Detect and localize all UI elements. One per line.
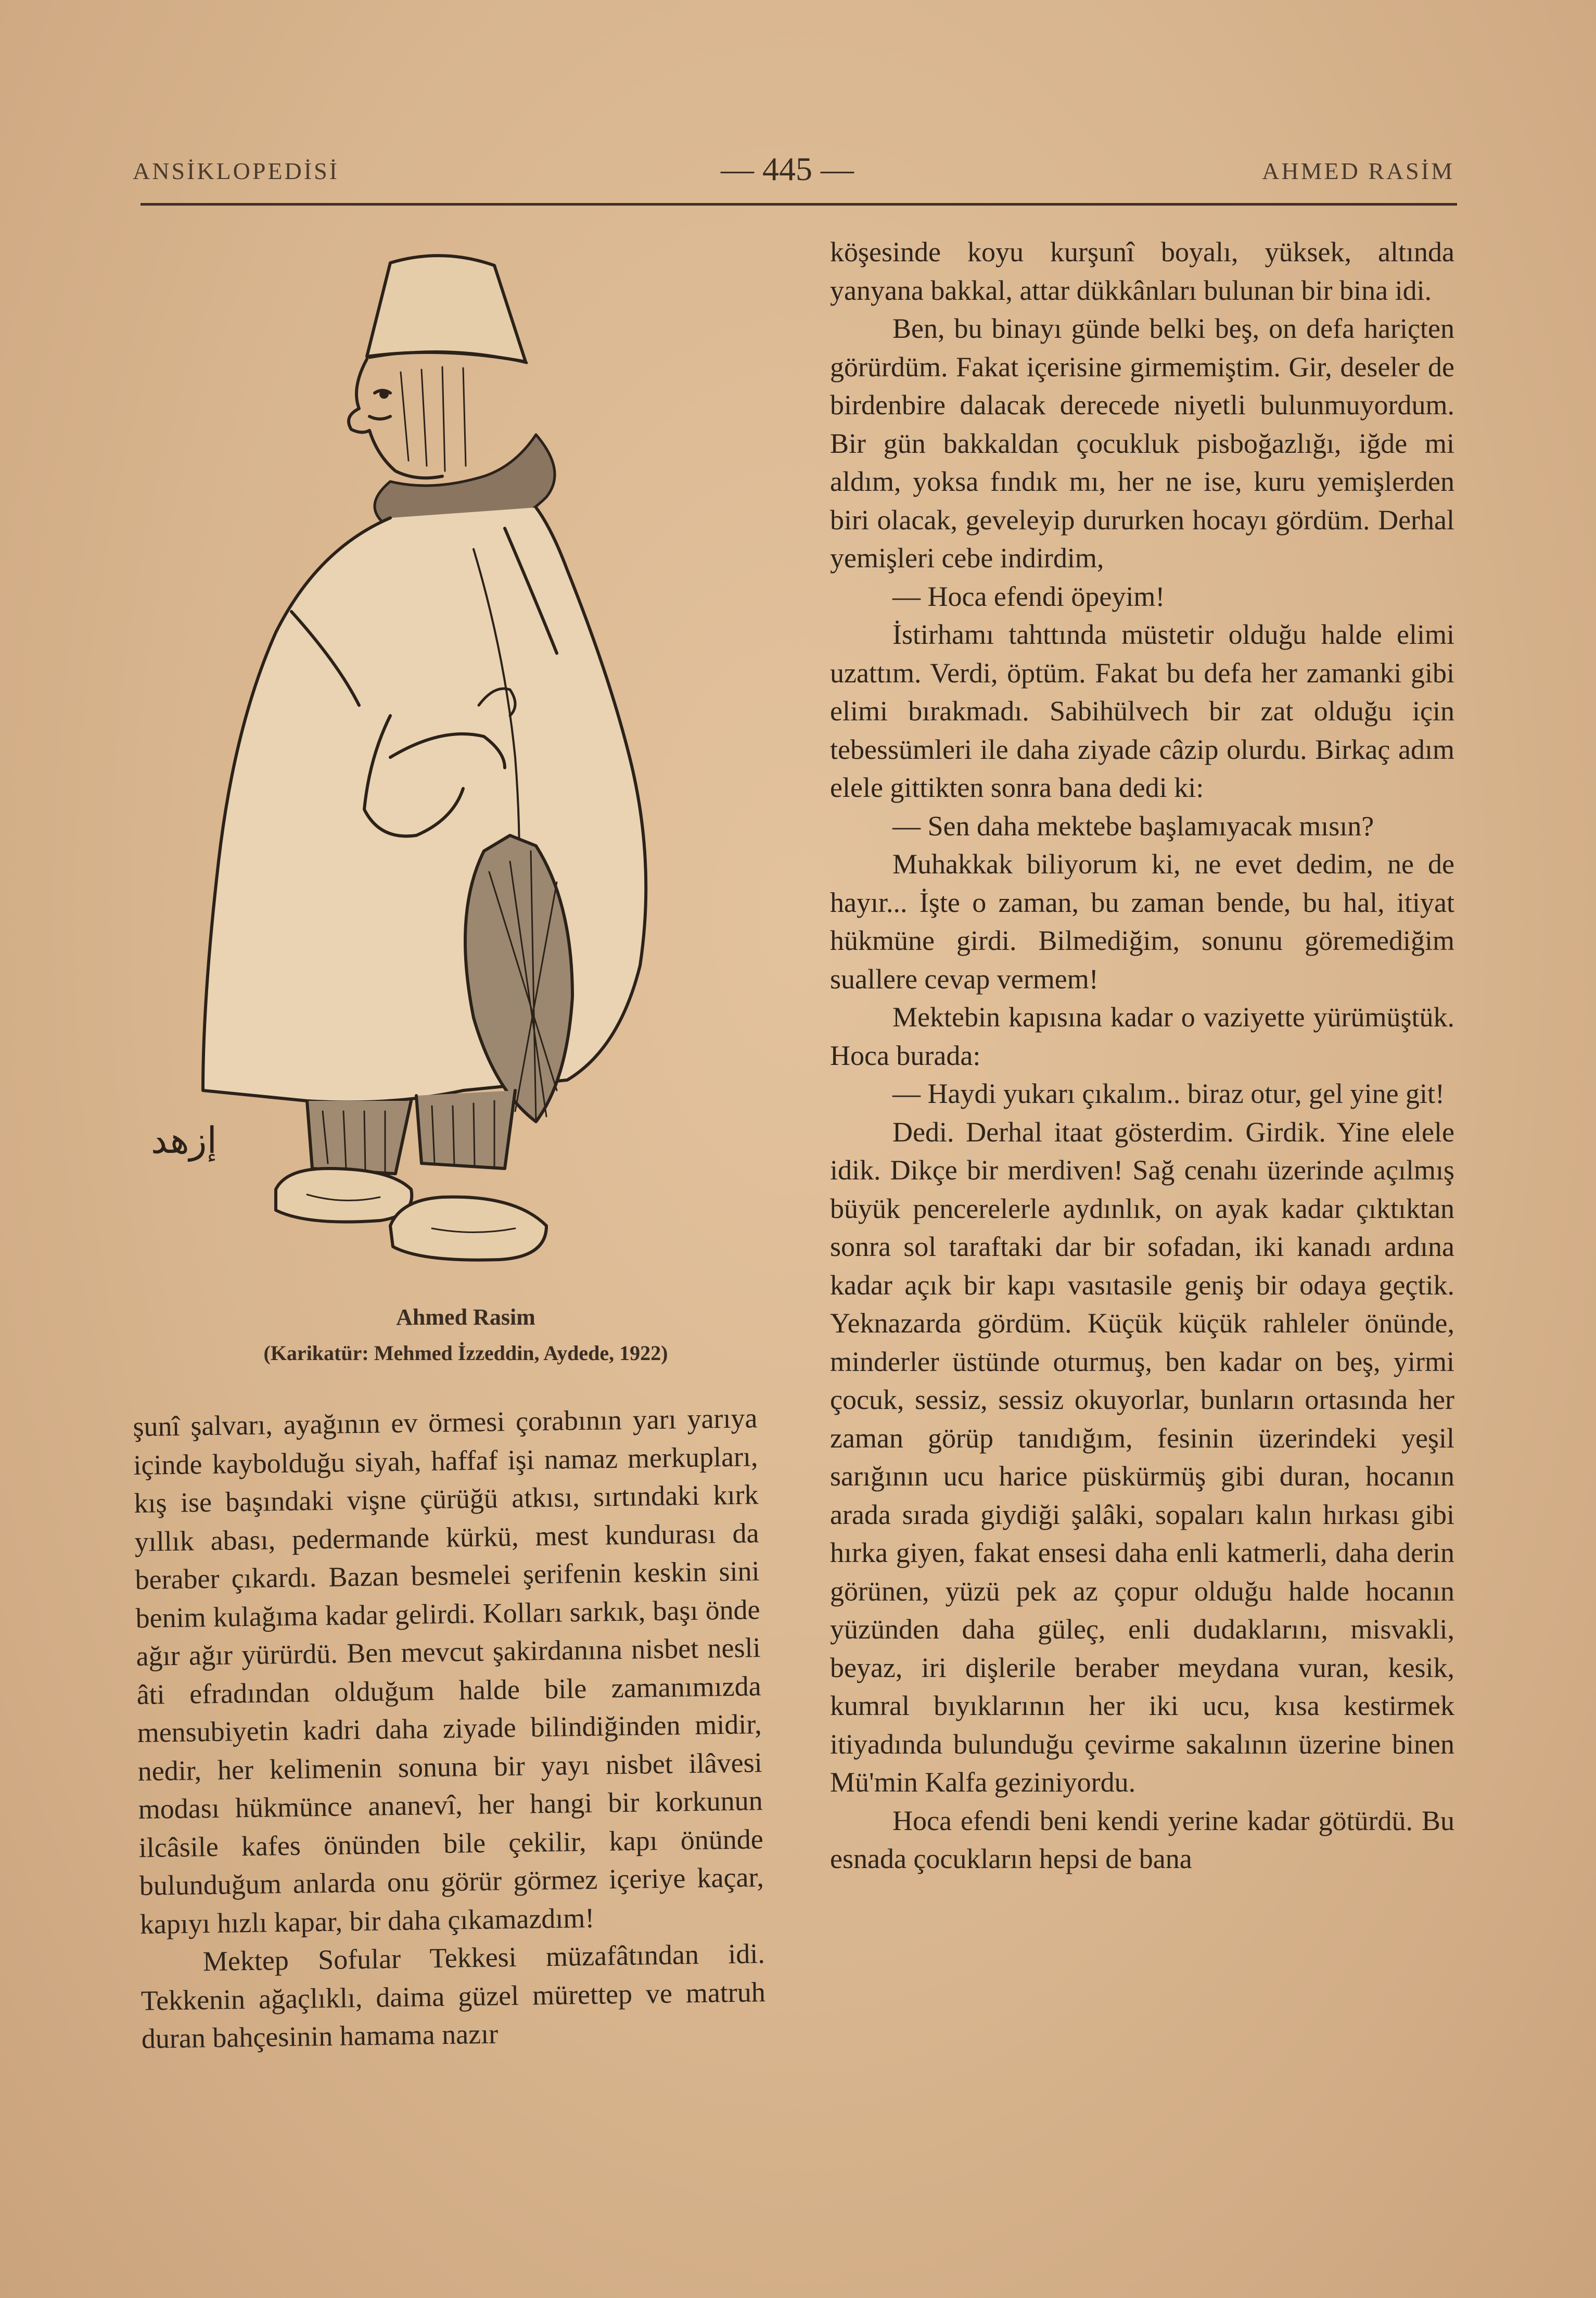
caption-name: Ahmed Rasim (396, 1304, 535, 1330)
header-author: AHMED RASİM (1262, 158, 1454, 184)
paragraph: Hoca efendi beni kendi yerine kadar götürdü. Bu esnada çocukların hepsi de bana (830, 1805, 1454, 1874)
caricature-illustration (151, 237, 760, 1288)
dialogue-line: — Hoca efendi öpeyim! (892, 580, 1165, 612)
paragraph: Dedi. Derhal itaat gösterdim. Girdik. Yine elele idik. Dikçe bir merdiven! Sağ cenahı üzerinde açılmış büyük pencerelerle aydınlık, on ayak kadar çıktıktan sonra sol taraftaki dar bir sofadan, iki kanadı ardına kadar açık bir kapı vasıtasile geniş bir odaya geçtik. Yeknazarda gördüm. Küçük küçük rahleler önünde, minderler üstünde oturmuş, ben kadar on beş, yirmi çocuk, sessiz, sessiz okuyorlar, bunların ortasında her zaman görüp tanıdığım, fesinin üzerindeki yeşil sarığının ucu harice püskürmüş gibi duran, hocanın arada sırada giydiği şalâki, sopaları kalın hırkası gibi hırka giyen, fakat ensesi daha enli katmerli, daha derin görünen, yüzü pek az çopur olduğu halde hocanın yüzünden daha güleç, enli dudaklarını, misvakli, beyaz, iri dişlerile beraber meydana vuran, kesik, kumral bıyıklarının her iki ucu, kısa kestirmek itiyadında bulunduğu çevirme sakalının üzerine binen Mü'min Kalfa geziniyordu. (830, 1116, 1454, 1798)
paragraph: Muhakkak biliyorum ki, ne evet dedim, ne de hayır... İşte o zaman, bu zaman bende, bu hal, itiyat hükmüne girdi. Bilmediğim, sonunu göremediğim suallere cevap vermem! (830, 848, 1454, 995)
paragraph: Mektep Sofular Tekkesi müzafâtından idi. Tekkenin ağaçlıklı, daima güzel mürettep ve matruh duran bahçesinin hamama nazır (141, 1938, 766, 2054)
figure-caption (133, 1304, 799, 1365)
page-number: — 445 — (721, 150, 854, 187)
artist-signature: إزهد (151, 1119, 217, 1162)
page-header (133, 150, 1454, 197)
right-column (830, 233, 1454, 1878)
caption-credit: (Karikatür: Mehmed İzzeddin, Aydede, 1922) (263, 1341, 668, 1365)
left-column (133, 1399, 766, 2058)
header-section-title: ANSİKLOPEDİSİ (133, 158, 339, 184)
dialogue-line: — Sen daha mektebe başlamıyacak mısın? (892, 810, 1374, 842)
dialogue-line: — Haydi yukarı çıkalım.. biraz otur, gel yine git! (892, 1078, 1445, 1109)
paragraph: İstirhamı tahttında müstetir olduğu halde elimi uzattım. Verdi, öptüm. Fakat bu defa her zamanki gibi elimi bırakmadı. Sabihülvech bir zat olduğu için tebessümleri ile daha ziyade câzip olurdu. Birkaç adım elele gittikten sonra bana dedi ki: (830, 619, 1454, 803)
header-rule (141, 203, 1457, 206)
paragraph: köşesinde koyu kurşunî boyalı, yüksek, altında yanyana bakkal, attar dükkânları bulunan bir bina idi. (830, 236, 1454, 306)
paragraph: Ben, bu binayı günde belki beş, on defa hariçten görürdüm. Fakat içerisine girmemiştim. Gir, deseler de birdenbire dalacak derecede niyetli bulunmuyordum. Bir gün bakkaldan çocukluk pisboğazlığı, iğde mi aldım, yoksa fındık mı, her ne ise, kuru yemişlerden biri olacak, geveleyip dururken hocayı gördüm. Derhal yemişleri cebe indirdim, (830, 313, 1454, 574)
paragraph: Mektebin kapısına kadar o vaziyette yürümüştük. Hoca burada: (830, 1001, 1454, 1071)
paragraph: şunî şalvarı, ayağının ev örmesi çorabının yarı yarıya içinde kaybolduğu siyah, haffaf işi namaz merkupları, kış ise başındaki vişne çürüğü atkısı, sırtındaki kırk yıllık abası, pedermande kürkü, mest kundurası da beraber çıkardı. Bazan besmelei şerifenin keskin sini benim kulağıma kadar gelirdi. Kolları sarkık, başı önde ağır ağır yürürdü. Ben mevcut şakirdanına nisbet nesli âti efradından olduğum halde bile zamanımızda mensubiyetin kadri daha ziyade bilindiğinden midir, nedir, her kelimenin sonuna bir yayı nisbet ilâvesi modası hükmünce ananevî, her hangi bir korkunun ilcâsile kafes önünden bile çekilir, kapı önünde bulunduğum anlarda onu görür görmez içeriye kaçar, kapıyı hızlı kapar, bir daha çıkamazdım! (133, 1402, 764, 1940)
